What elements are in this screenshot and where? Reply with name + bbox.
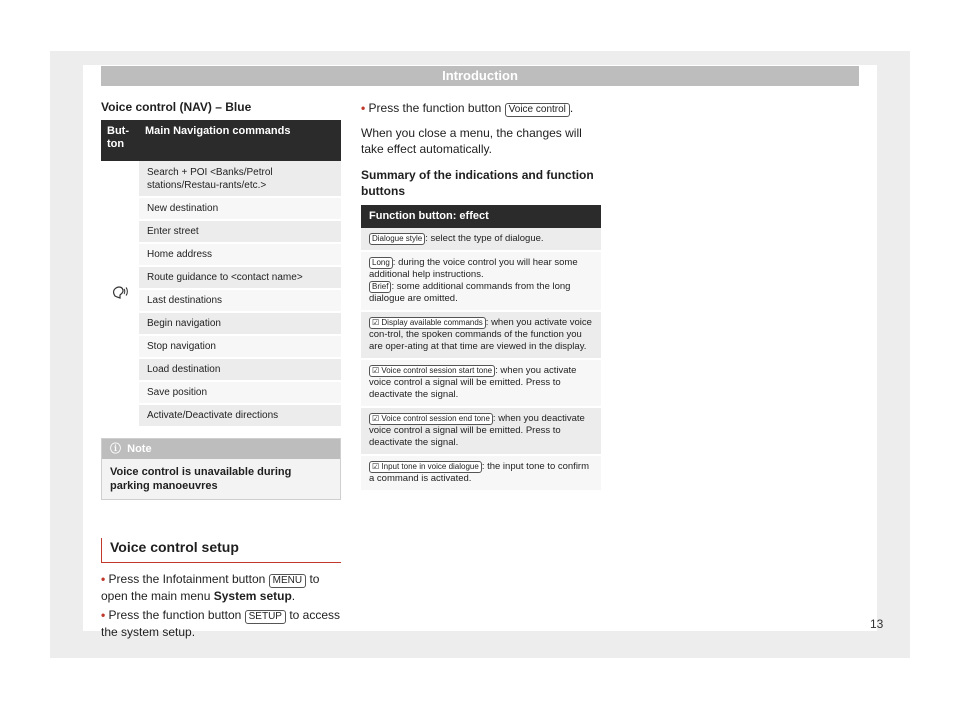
commands-column-header: Main Navigation commands bbox=[139, 120, 341, 161]
dialogue-style-button[interactable]: Dialogue style bbox=[369, 233, 425, 245]
row-text: : select the type of dialogue. bbox=[425, 233, 544, 244]
navigation-commands-table bbox=[101, 120, 341, 428]
button-column-header: But- ton bbox=[101, 120, 139, 161]
brief-button[interactable]: Brief bbox=[369, 281, 391, 293]
row-text: : when you activate voice control a signal will be emitted. Press to deactivate the signal. bbox=[369, 365, 577, 400]
command-cell: Enter street bbox=[139, 220, 341, 243]
row-text: : during the voice control you will hear some additional help instructions. bbox=[369, 257, 578, 280]
step-text: Press the function button bbox=[108, 608, 242, 622]
input-tone-checkbox[interactable] bbox=[369, 461, 482, 473]
chapter-header: Introduction bbox=[101, 66, 859, 86]
display-commands-checkbox[interactable] bbox=[369, 317, 486, 329]
checkbox-icon: ☑ bbox=[372, 462, 380, 471]
start-tone-checkbox[interactable] bbox=[369, 365, 495, 377]
command-cell: Route guidance to <contact name> bbox=[139, 266, 341, 289]
step-text: Press the function button bbox=[368, 101, 502, 115]
checkbox-label: Display available commands bbox=[381, 318, 483, 327]
function-buttons-table bbox=[361, 205, 601, 492]
long-button[interactable]: Long bbox=[369, 257, 393, 269]
table-row bbox=[361, 407, 601, 455]
checkbox-label: Voice control session end tone bbox=[381, 414, 490, 423]
command-cell: Search + POI <Banks/Petrol stations/Restau-rants/etc.> bbox=[139, 161, 341, 197]
checkbox-icon: ☑ bbox=[372, 366, 380, 375]
checkbox-label: Voice control session start tone bbox=[381, 366, 493, 375]
row-text: : when you deactivate voice control a signal will be emitted. Press to deactivate the signal. bbox=[369, 413, 585, 448]
voice-control-step: • Press the function button Voice control . bbox=[361, 101, 574, 115]
table-row bbox=[101, 161, 341, 197]
command-cell: Stop navigation bbox=[139, 335, 341, 358]
command-cell: Begin navigation bbox=[139, 312, 341, 335]
table-header-row bbox=[101, 120, 341, 161]
note-text: Voice control is unavailable during parking manoeuvres bbox=[102, 459, 340, 499]
bullet-icon: • bbox=[101, 608, 106, 622]
table-row bbox=[361, 311, 601, 359]
step-text: to open the main menu bbox=[101, 572, 320, 603]
voice-control-button[interactable]: Voice control bbox=[505, 103, 570, 117]
setup-section-title: Voice control setup bbox=[101, 538, 341, 563]
close-menu-text: When you close a menu, the changes will take effect automatically. bbox=[361, 126, 582, 156]
table-row bbox=[361, 359, 601, 407]
row-text: : the input tone to confirm a command is activated. bbox=[369, 461, 590, 484]
row-text: : some additional commands from the long dialogue are omitted. bbox=[369, 281, 571, 304]
info-icon: ⓘ bbox=[110, 443, 121, 455]
section-title: Voice control (NAV) – Blue bbox=[101, 100, 252, 114]
step-text: to access the system setup. bbox=[101, 608, 341, 639]
function-header: Function button: effect bbox=[361, 205, 601, 228]
command-cell: Save position bbox=[139, 381, 341, 404]
note-header bbox=[102, 439, 340, 459]
bullet-icon: • bbox=[101, 572, 106, 586]
checkbox-icon: ☑ bbox=[372, 414, 380, 423]
voice-button-icon bbox=[101, 161, 139, 427]
table-row bbox=[361, 228, 601, 251]
left-column bbox=[101, 100, 341, 640]
checkbox-icon: ☑ bbox=[372, 318, 380, 327]
page-number: 13 bbox=[870, 617, 884, 631]
command-cell: Activate/Deactivate directions bbox=[139, 404, 341, 427]
system-setup-label: System setup bbox=[213, 589, 292, 603]
step-text: Press the Infotainment button bbox=[108, 572, 266, 586]
bullet-icon: • bbox=[361, 101, 366, 115]
end-tone-checkbox[interactable] bbox=[369, 413, 493, 425]
command-cell: New destination bbox=[139, 197, 341, 220]
middle-column bbox=[361, 100, 601, 492]
checkbox-label: Input tone in voice dialogue bbox=[381, 462, 479, 471]
setup-step-2 bbox=[101, 607, 341, 640]
command-cell: Load destination bbox=[139, 358, 341, 381]
table-row bbox=[361, 455, 601, 491]
menu-button[interactable]: MENU bbox=[269, 574, 306, 588]
command-cell: Last destinations bbox=[139, 289, 341, 312]
command-cell: Home address bbox=[139, 243, 341, 266]
setup-step-1: • Press the Infotainment button MENU to open the main menu System setup. bbox=[101, 572, 320, 603]
row-text: : when you activate voice con-trol, the spoken commands of the function you are oper-ating at that time are viewed in the display. bbox=[369, 317, 592, 352]
note-title: Note bbox=[127, 443, 152, 455]
table-row bbox=[361, 251, 601, 311]
table-header-row bbox=[361, 205, 601, 228]
setup-button[interactable]: SETUP bbox=[245, 610, 286, 624]
note-box bbox=[101, 438, 341, 500]
summary-title: Summary of the indications and function buttons bbox=[361, 168, 594, 198]
